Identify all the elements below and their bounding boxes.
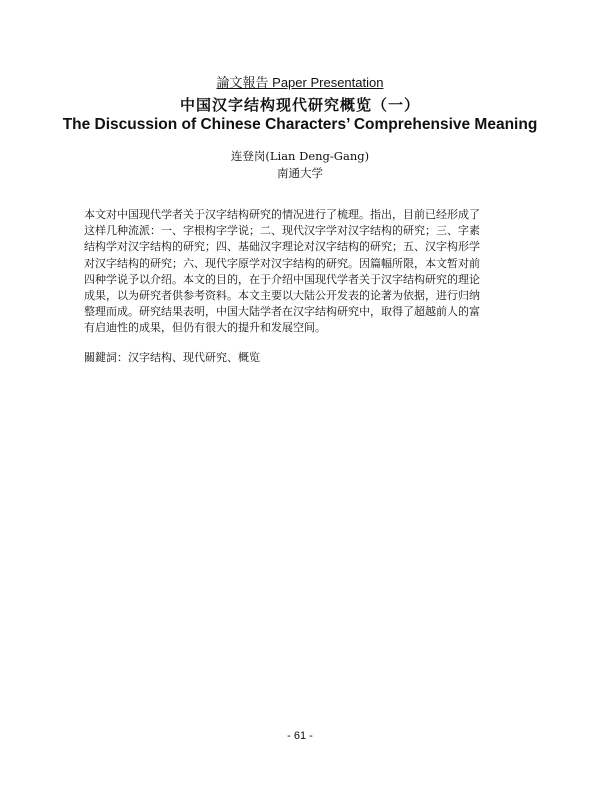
abstract-line: 有启迪性的成果，但仍有很大的提升和发展空间。 bbox=[84, 321, 326, 335]
abstract-line: 四种学说予以介绍。本文的目的，在于介绍中国现代学者关于汉字结构研究的理论 bbox=[84, 272, 480, 286]
abstract-line: 结构学对汉字结构的研究；四、基础汉字理论对汉字结构的研究；五、汉字构形学 bbox=[84, 240, 480, 254]
page-number: - 61 - bbox=[287, 730, 313, 742]
abstract bbox=[84, 207, 520, 337]
abstract-line: 本文对中国现代学者关于汉字结构研究的情况进行了梳理。指出，目前已经形成了 bbox=[84, 208, 480, 221]
section-tag: 論文報告 Paper Presentation bbox=[216, 75, 384, 90]
author-name: 连登岗(Lian Deng-Gang) bbox=[230, 149, 370, 163]
abstract-line: 对汉字结构的研究；六、现代字原学对汉字结构的研究。因篇幅所限，本文暂对前 bbox=[84, 256, 480, 270]
keywords: 關鍵詞：汉字结构、现代研究、概览 bbox=[84, 351, 260, 364]
abstract-line: 成果，以为研究者供参考资料。本文主要以大陆公开发表的论著为依据，进行归纳 bbox=[84, 289, 480, 303]
title-chinese: 中国汉字结构现代研究概览（一） bbox=[179, 96, 420, 114]
abstract-line: 整理而成。研究结果表明，中国大陆学者在汉字结构研究中，取得了超越前人的富 bbox=[84, 305, 480, 319]
author-affiliation: 南通大学 bbox=[277, 166, 323, 180]
title-english: The Discussion of Chinese Characters’ Comprehensive Meaning bbox=[62, 116, 538, 133]
abstract-line: 这样几种流派：一、字根构字学说；二、现代汉字学对汉字结构的研究；三、字素 bbox=[84, 224, 480, 238]
